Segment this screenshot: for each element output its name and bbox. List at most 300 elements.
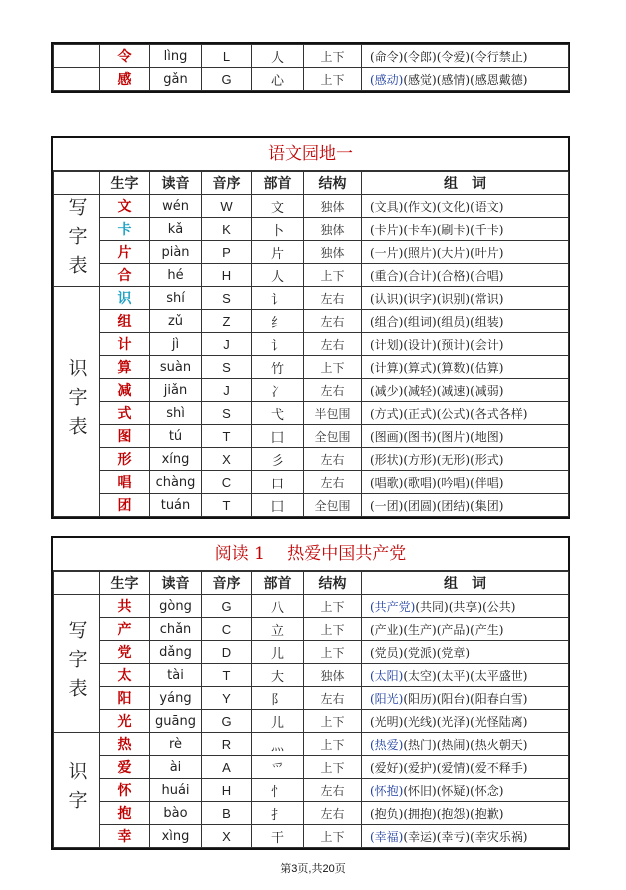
word-item: (文具) <box>370 199 404 214</box>
word-item: (光线) <box>403 714 437 729</box>
word-item: (阳春白雪) <box>470 691 528 706</box>
char-cell: 减 <box>100 379 150 402</box>
radical-cell: 心 <box>252 68 304 91</box>
structure-cell: 上下 <box>304 710 362 733</box>
column-header: 音序 <box>202 572 252 595</box>
word-item: (文化) <box>436 199 471 214</box>
word-item: (命令) <box>370 49 404 64</box>
word-group-cell <box>362 356 569 379</box>
pinyin-cell: hé <box>150 264 202 287</box>
pinyin-cell: kǎ <box>150 218 202 241</box>
word-item: (党派) <box>403 645 437 660</box>
index-letter-cell: R <box>202 733 252 756</box>
word-item: (光泽) <box>436 714 471 729</box>
index-letter-cell: Y <box>202 687 252 710</box>
word-group-cell <box>362 333 569 356</box>
word-item: (方式) <box>370 406 404 421</box>
pinyin-cell: dǎng <box>150 641 202 664</box>
word-item: (卡车) <box>403 222 437 237</box>
table-row <box>54 618 569 641</box>
table-row <box>54 310 569 333</box>
word-item: (爱情) <box>436 760 471 775</box>
char-cell: 形 <box>100 448 150 471</box>
word-group-cell <box>362 195 569 218</box>
pinyin-cell: lìng <box>150 45 202 68</box>
word-item: (图书) <box>403 429 437 444</box>
structure-cell: 全包围 <box>304 425 362 448</box>
word-item: (一片) <box>370 245 404 260</box>
radical-cell: 片 <box>252 241 304 264</box>
word-item: (幸福) <box>370 829 404 844</box>
index-letter-cell: Z <box>202 310 252 333</box>
structure-cell: 独体 <box>304 218 362 241</box>
word-item: (产品) <box>436 622 471 637</box>
radical-cell: 人 <box>252 45 304 68</box>
radical-cell: 扌 <box>252 802 304 825</box>
word-group-cell <box>362 241 569 264</box>
word-group-cell <box>362 802 569 825</box>
word-group-cell <box>362 264 569 287</box>
radical-cell: 囗 <box>252 425 304 448</box>
word-item: (阳历) <box>403 691 437 706</box>
word-item: (认识) <box>370 291 404 306</box>
index-letter-cell: S <box>202 402 252 425</box>
group-label: 写字表 <box>65 620 88 707</box>
word-item: (产生) <box>470 622 504 637</box>
word-group-cell <box>362 310 569 333</box>
word-group-cell <box>362 779 569 802</box>
char-cell: 计 <box>100 333 150 356</box>
table-row <box>54 333 569 356</box>
page-footer: 第3页,共20页 <box>280 863 346 875</box>
structure-cell: 上下 <box>304 264 362 287</box>
table-row <box>54 448 569 471</box>
word-item: (地图) <box>470 429 504 444</box>
radical-cell: 人 <box>252 264 304 287</box>
radical-cell: 干 <box>252 825 304 848</box>
pinyin-cell: xìng <box>150 825 202 848</box>
radical-cell: 弋 <box>252 402 304 425</box>
word-item: (图片) <box>436 429 471 444</box>
radical-cell: 灬 <box>252 733 304 756</box>
pinyin-cell: jì <box>150 333 202 356</box>
group-label-cell <box>54 595 100 733</box>
word-item: (叶片) <box>470 245 504 260</box>
index-letter-cell: W <box>202 195 252 218</box>
word-group-cell <box>362 756 569 779</box>
pinyin-cell: chǎn <box>150 618 202 641</box>
word-item: (集团) <box>470 498 504 513</box>
word-group-cell <box>362 218 569 241</box>
pinyin-cell: zǔ <box>150 310 202 333</box>
table-row <box>54 494 569 517</box>
word-item: (会计) <box>470 337 504 352</box>
word-item: (团圆) <box>403 498 437 513</box>
structure-cell: 独体 <box>304 195 362 218</box>
index-letter-cell: L <box>202 45 252 68</box>
word-item: (减弱) <box>470 383 504 398</box>
word-item: (令郎) <box>403 49 437 64</box>
index-letter-cell: S <box>202 287 252 310</box>
char-cell: 识 <box>100 287 150 310</box>
table-row <box>54 641 569 664</box>
index-letter-cell: A <box>202 756 252 779</box>
word-item: (生产) <box>403 622 437 637</box>
word-item: (怀念) <box>470 783 504 798</box>
radical-cell: 卜 <box>252 218 304 241</box>
structure-cell: 上下 <box>304 825 362 848</box>
structure-cell: 上下 <box>304 756 362 779</box>
word-item: (重合) <box>370 268 404 283</box>
word-item: (感恩戴德) <box>470 72 528 87</box>
structure-cell: 独体 <box>304 241 362 264</box>
char-cell: 怀 <box>100 779 150 802</box>
radical-cell: 口 <box>252 471 304 494</box>
radical-cell: 大 <box>252 664 304 687</box>
structure-cell: 左右 <box>304 779 362 802</box>
radical-cell: 立 <box>252 618 304 641</box>
word-group-cell <box>362 425 569 448</box>
char-cell: 光 <box>100 710 150 733</box>
word-group-cell <box>362 664 569 687</box>
word-group-cell <box>362 68 569 91</box>
word-item: (党员) <box>370 645 404 660</box>
word-item: (设计) <box>403 337 437 352</box>
word-item: (拥抱) <box>403 806 437 821</box>
word-item: (组员) <box>436 314 471 329</box>
word-item: (公共) <box>482 599 516 614</box>
word-item: (公式) <box>436 406 471 421</box>
index-letter-cell: C <box>202 618 252 641</box>
table-row <box>54 687 569 710</box>
table-row <box>54 595 569 618</box>
index-letter-cell: X <box>202 448 252 471</box>
table-continuation <box>51 42 570 93</box>
word-item: (图画) <box>370 429 404 444</box>
word-item: (预计) <box>436 337 471 352</box>
word-item: (感动) <box>370 72 404 87</box>
table-row <box>54 471 569 494</box>
index-letter-cell: D <box>202 641 252 664</box>
pinyin-cell: gǎn <box>150 68 202 91</box>
word-item: (歌唱) <box>403 475 437 490</box>
char-cell: 令 <box>100 45 150 68</box>
word-item: (减少) <box>370 383 404 398</box>
char-cell: 式 <box>100 402 150 425</box>
index-letter-cell: X <box>202 825 252 848</box>
word-item: (组装) <box>470 314 504 329</box>
char-cell: 合 <box>100 264 150 287</box>
word-item: (阳光) <box>370 691 404 706</box>
table-row <box>54 664 569 687</box>
pinyin-cell: tú <box>150 425 202 448</box>
word-item: (爱不释手) <box>470 760 528 775</box>
char-cell: 爱 <box>100 756 150 779</box>
char-cell: 文 <box>100 195 150 218</box>
word-item: (爱护) <box>403 760 437 775</box>
table-row <box>54 425 569 448</box>
column-header: 结构 <box>304 172 362 195</box>
word-group-cell <box>362 379 569 402</box>
word-item: (幸亏) <box>436 829 471 844</box>
word-item: (千卡) <box>470 222 504 237</box>
blank-cell <box>54 45 100 68</box>
char-cell: 共 <box>100 595 150 618</box>
word-item: (令行禁止) <box>470 49 528 64</box>
column-header: 组 词 <box>362 172 569 195</box>
index-letter-cell: T <box>202 664 252 687</box>
word-group-cell <box>362 471 569 494</box>
radical-cell: 忄 <box>252 779 304 802</box>
table-row <box>54 218 569 241</box>
word-item: (组合) <box>370 314 404 329</box>
word-item: (各式各样) <box>470 406 528 421</box>
char-cell: 党 <box>100 641 150 664</box>
word-item: (共同) <box>415 599 449 614</box>
table-row <box>54 264 569 287</box>
radical-cell: 彡 <box>252 448 304 471</box>
structure-cell: 上下 <box>304 45 362 68</box>
pinyin-cell: shì <box>150 402 202 425</box>
index-letter-cell: S <box>202 356 252 379</box>
structure-cell: 左右 <box>304 287 362 310</box>
pinyin-cell: piàn <box>150 241 202 264</box>
word-group-cell <box>362 641 569 664</box>
word-item: (一团) <box>370 498 404 513</box>
index-letter-cell: G <box>202 710 252 733</box>
pinyin-cell: guāng <box>150 710 202 733</box>
word-item: (抱歉) <box>470 806 504 821</box>
radical-cell: 八 <box>252 595 304 618</box>
radical-cell: 竹 <box>252 356 304 379</box>
index-letter-cell: H <box>202 264 252 287</box>
pinyin-cell: shí <box>150 287 202 310</box>
word-item: (共享) <box>448 599 483 614</box>
word-item: (产业) <box>370 622 404 637</box>
table-row <box>54 733 569 756</box>
radical-cell: 阝 <box>252 687 304 710</box>
table-reading-1 <box>51 536 570 850</box>
word-item: (光明) <box>370 714 404 729</box>
index-letter-cell: G <box>202 595 252 618</box>
structure-cell: 左右 <box>304 687 362 710</box>
word-item: (照片) <box>403 245 437 260</box>
structure-cell: 上下 <box>304 595 362 618</box>
structure-cell: 上下 <box>304 733 362 756</box>
index-letter-cell: C <box>202 471 252 494</box>
word-group-cell <box>362 825 569 848</box>
table-row <box>54 756 569 779</box>
word-item: (合唱) <box>470 268 504 283</box>
pinyin-cell: bào <box>150 802 202 825</box>
word-item: (计划) <box>370 337 404 352</box>
pinyin-cell: tài <box>150 664 202 687</box>
table-row <box>54 287 569 310</box>
char-cell: 团 <box>100 494 150 517</box>
radical-cell: 儿 <box>252 710 304 733</box>
word-item: (合格) <box>436 268 471 283</box>
table-row <box>54 241 569 264</box>
word-item: (抱怨) <box>436 806 471 821</box>
structure-cell: 上下 <box>304 618 362 641</box>
header-blank <box>54 572 100 595</box>
word-item: (抱负) <box>370 806 404 821</box>
pinyin-cell: gòng <box>150 595 202 618</box>
word-item: (热门) <box>403 737 437 752</box>
char-cell: 算 <box>100 356 150 379</box>
word-group-cell <box>362 710 569 733</box>
word-group-cell <box>362 494 569 517</box>
column-header: 部首 <box>252 172 304 195</box>
word-item: (识字) <box>403 291 437 306</box>
column-header: 读音 <box>150 572 202 595</box>
word-item: (算式) <box>403 360 437 375</box>
word-item: (太平) <box>436 668 471 683</box>
header-row <box>54 172 569 195</box>
word-group-cell <box>362 402 569 425</box>
word-item: (光怪陆离) <box>470 714 528 729</box>
word-item: (共产党) <box>370 599 416 614</box>
word-item: (幸运) <box>403 829 437 844</box>
word-item: (估算) <box>470 360 504 375</box>
index-letter-cell: B <box>202 802 252 825</box>
word-item: (爱好) <box>370 760 404 775</box>
table-row <box>54 802 569 825</box>
word-item: (正式) <box>403 406 437 421</box>
structure-cell: 左右 <box>304 333 362 356</box>
char-cell: 幸 <box>100 825 150 848</box>
word-item: (形状) <box>370 452 404 467</box>
blank-cell <box>54 68 100 91</box>
char-cell: 阳 <box>100 687 150 710</box>
word-group-cell <box>362 45 569 68</box>
table-row <box>54 402 569 425</box>
char-cell: 太 <box>100 664 150 687</box>
word-item: (卡片) <box>370 222 404 237</box>
word-item: (吟唱) <box>436 475 471 490</box>
char-cell: 组 <box>100 310 150 333</box>
word-item: (怀抱) <box>370 783 404 798</box>
word-item: (令爱) <box>436 49 471 64</box>
structure-cell: 半包围 <box>304 402 362 425</box>
word-group-cell <box>362 287 569 310</box>
word-item: (刷卡) <box>436 222 471 237</box>
pinyin-cell: xíng <box>150 448 202 471</box>
char-cell: 卡 <box>100 218 150 241</box>
word-item: (无形) <box>436 452 471 467</box>
char-cell: 图 <box>100 425 150 448</box>
radical-cell: 文 <box>252 195 304 218</box>
word-item: (热爱) <box>370 737 404 752</box>
word-item: (减速) <box>436 383 471 398</box>
word-item: (算数) <box>436 360 471 375</box>
word-item: (大片) <box>436 245 471 260</box>
word-group-cell <box>362 618 569 641</box>
header-blank <box>54 172 100 195</box>
structure-cell: 独体 <box>304 664 362 687</box>
word-item: (识别) <box>436 291 471 306</box>
index-letter-cell: J <box>202 379 252 402</box>
char-cell: 抱 <box>100 802 150 825</box>
group-label: 识字表 <box>65 358 88 445</box>
table-row <box>54 195 569 218</box>
pinyin-cell: yáng <box>150 687 202 710</box>
radical-cell: 冫 <box>252 379 304 402</box>
table-yuwen-yuandi <box>51 136 570 519</box>
structure-cell: 左右 <box>304 310 362 333</box>
word-group-cell <box>362 595 569 618</box>
pinyin-cell: huái <box>150 779 202 802</box>
group-label-cell <box>54 287 100 517</box>
structure-cell: 全包围 <box>304 494 362 517</box>
index-letter-cell: G <box>202 68 252 91</box>
pinyin-cell: ài <box>150 756 202 779</box>
char-cell: 感 <box>100 68 150 91</box>
pinyin-cell: wén <box>150 195 202 218</box>
column-header: 读音 <box>150 172 202 195</box>
word-item: (太阳) <box>370 668 404 683</box>
table-row <box>54 710 569 733</box>
word-group-cell <box>362 687 569 710</box>
column-header: 生字 <box>100 172 150 195</box>
index-letter-cell: K <box>202 218 252 241</box>
group-label: 写字表 <box>65 197 88 284</box>
word-item: (伴唱) <box>470 475 504 490</box>
word-item: (太空) <box>403 668 437 683</box>
radical-cell: 纟 <box>252 310 304 333</box>
word-item: (幸灾乐祸) <box>470 829 528 844</box>
pinyin-cell: suàn <box>150 356 202 379</box>
char-cell: 唱 <box>100 471 150 494</box>
word-item: (计算) <box>370 360 404 375</box>
table-title: 语文园地一 <box>53 138 568 171</box>
index-letter-cell: J <box>202 333 252 356</box>
word-item: (形式) <box>470 452 504 467</box>
word-group-cell <box>362 448 569 471</box>
pinyin-cell: rè <box>150 733 202 756</box>
header-row <box>54 572 569 595</box>
word-item: (怀疑) <box>436 783 471 798</box>
group-label-cell <box>54 195 100 287</box>
table-title: 阅读 1 热爱中国共产党 <box>53 538 568 571</box>
char-cell: 热 <box>100 733 150 756</box>
column-header: 组 词 <box>362 572 569 595</box>
word-item: (感觉) <box>403 72 437 87</box>
word-item: (常识) <box>470 291 504 306</box>
word-item: (怀旧) <box>403 783 437 798</box>
word-item: (热火朝天) <box>470 737 528 752</box>
word-item: (热闹) <box>436 737 471 752</box>
structure-cell: 左右 <box>304 471 362 494</box>
word-item: (唱歌) <box>370 475 404 490</box>
word-item: (合计) <box>403 268 437 283</box>
table-row <box>54 779 569 802</box>
radical-cell: 儿 <box>252 641 304 664</box>
pinyin-cell: tuán <box>150 494 202 517</box>
word-item: (作文) <box>403 199 437 214</box>
word-item: (太平盛世) <box>470 668 528 683</box>
group-label-cell <box>54 733 100 848</box>
radical-cell: 爫 <box>252 756 304 779</box>
index-letter-cell: H <box>202 779 252 802</box>
column-header: 生字 <box>100 572 150 595</box>
structure-cell: 左右 <box>304 448 362 471</box>
word-item: (语文) <box>470 199 504 214</box>
structure-cell: 上下 <box>304 356 362 379</box>
radical-cell: 讠 <box>252 287 304 310</box>
word-item: (阳台) <box>436 691 471 706</box>
group-label: 识字 <box>65 761 88 819</box>
